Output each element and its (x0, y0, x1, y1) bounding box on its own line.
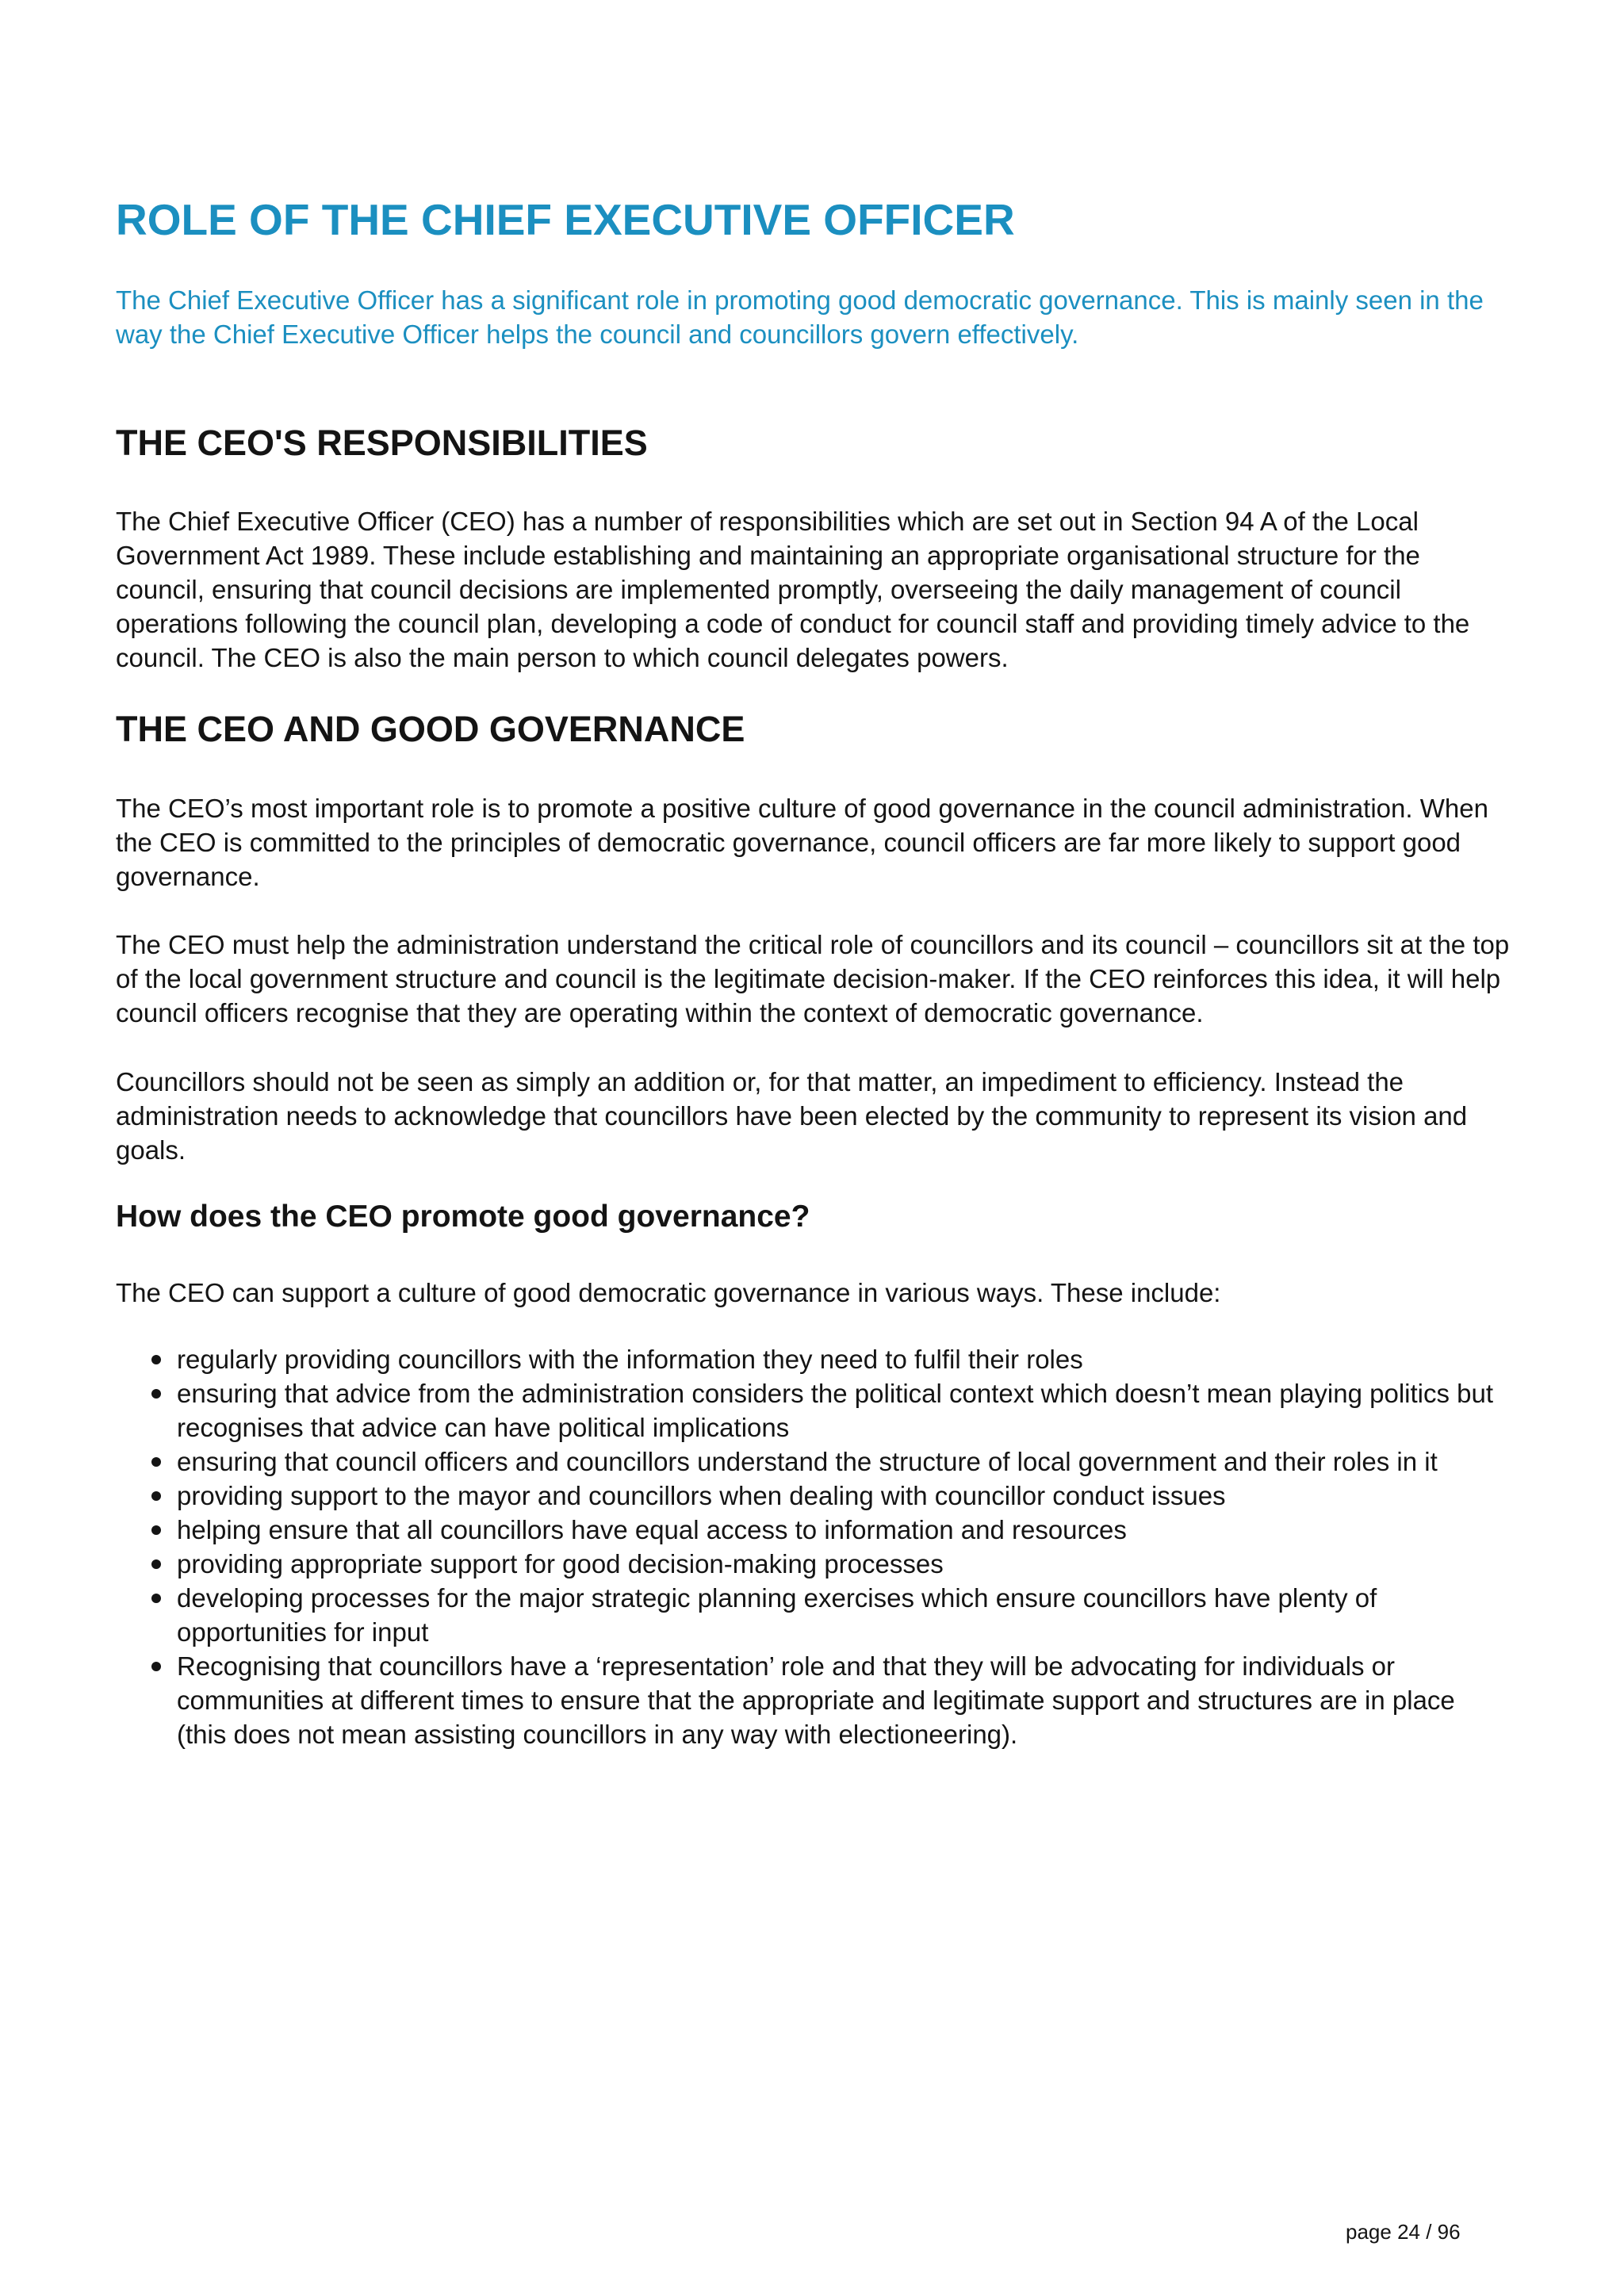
bullet-icon (151, 1355, 161, 1364)
bullet-icon (151, 1594, 161, 1603)
page-title: ROLE OF THE CHIEF EXECUTIVE OFFICER (116, 195, 1015, 244)
list-item (116, 1547, 1511, 1581)
list-item (116, 1649, 1511, 1751)
bullet-icon (151, 1491, 161, 1501)
bullet-icon (151, 1559, 161, 1569)
section-heading-responsibilities: THE CEO'S RESPONSIBILITIES (116, 423, 648, 463)
list-item-text: developing processes for the major strategic planning exercises which ensure councillors have plenty of opportunities for input (177, 1583, 1377, 1647)
list-item (116, 1445, 1511, 1479)
good-governance-paragraph-3: Councillors should not be seen as simply an addition or, for that matter, an impediment to efficiency. Instead the administration needs to acknowledge that councillors have been elected by the community to represent its vision and goals. (116, 1067, 1468, 1165)
list-item-text: ensuring that advice from the administration considers the political context which doesn’t mean playing politics but recognises that advice can have political implications (177, 1379, 1494, 1442)
list-item (116, 1376, 1511, 1445)
intro-paragraph: The Chief Executive Officer has a significant role in promoting good democratic governance. This is mainly seen in the way the Chief Executive Officer helps the council and councillors govern effectively. (116, 285, 1484, 349)
bullet-icon (151, 1662, 161, 1671)
list-item-text: providing appropriate support for good decision-making processes (177, 1549, 944, 1578)
governance-bullet-list (116, 1342, 1511, 1751)
list-item-text: ensuring that council officers and councillors understand the structure of local government and their roles in it (177, 1447, 1438, 1476)
list-item-text: helping ensure that all councillors have equal access to information and resources (177, 1515, 1127, 1544)
responsibilities-paragraph: The Chief Executive Officer (CEO) has a number of responsibilities which are set out in Section 94 A of the Local Government Act 1989. These include establishing and maintaining an appropriate organisational structure for the council, ensuring that council decisions are implemented promptly, overseeing the daily management of council operations following the council plan, developing a code of conduct for council staff and providing timely advice to the council. The CEO is also the main person to which council delegates powers. (116, 507, 1470, 672)
list-item-text: regularly providing councillors with the information they need to fulfil their roles (177, 1345, 1083, 1374)
promote-governance-intro: The CEO can support a culture of good democratic governance in various ways. These include: (116, 1278, 1221, 1307)
section-heading-good-governance: THE CEO AND GOOD GOVERNANCE (116, 709, 745, 749)
bullet-icon (151, 1525, 161, 1535)
bullet-icon (151, 1457, 161, 1467)
list-item (116, 1513, 1511, 1547)
bullet-icon (151, 1389, 161, 1399)
good-governance-paragraph-1: The CEO’s most important role is to promote a positive culture of good governance in the council administration. When the CEO is committed to the principles of democratic governance, council officers are far more likely to support good governance. (116, 794, 1488, 891)
list-item-text: Recognising that councillors have a ‘representation’ role and that they will be advocating for individuals or communities at different times to ensure that the appropriate and legitimate support and structures are in place (this does not mean assisting councillors in any way with electioneering). (177, 1651, 1455, 1749)
subheading-promote-governance: How does the CEO promote good governance? (116, 1200, 810, 1234)
page-number: page 24 / 96 (1346, 2220, 1461, 2244)
list-item (116, 1342, 1511, 1376)
good-governance-paragraph-2: The CEO must help the administration understand the critical role of councillors and its council – councillors sit at the top of the local government structure and council is the legitimate decision-maker. If the CEO reinforces this idea, it will help council officers recognise that they are operating within the context of democratic governance. (116, 930, 1510, 1027)
list-item-text: providing support to the mayor and councillors when dealing with councillor conduct issues (177, 1481, 1226, 1510)
list-item (116, 1479, 1511, 1513)
list-item (116, 1581, 1511, 1649)
